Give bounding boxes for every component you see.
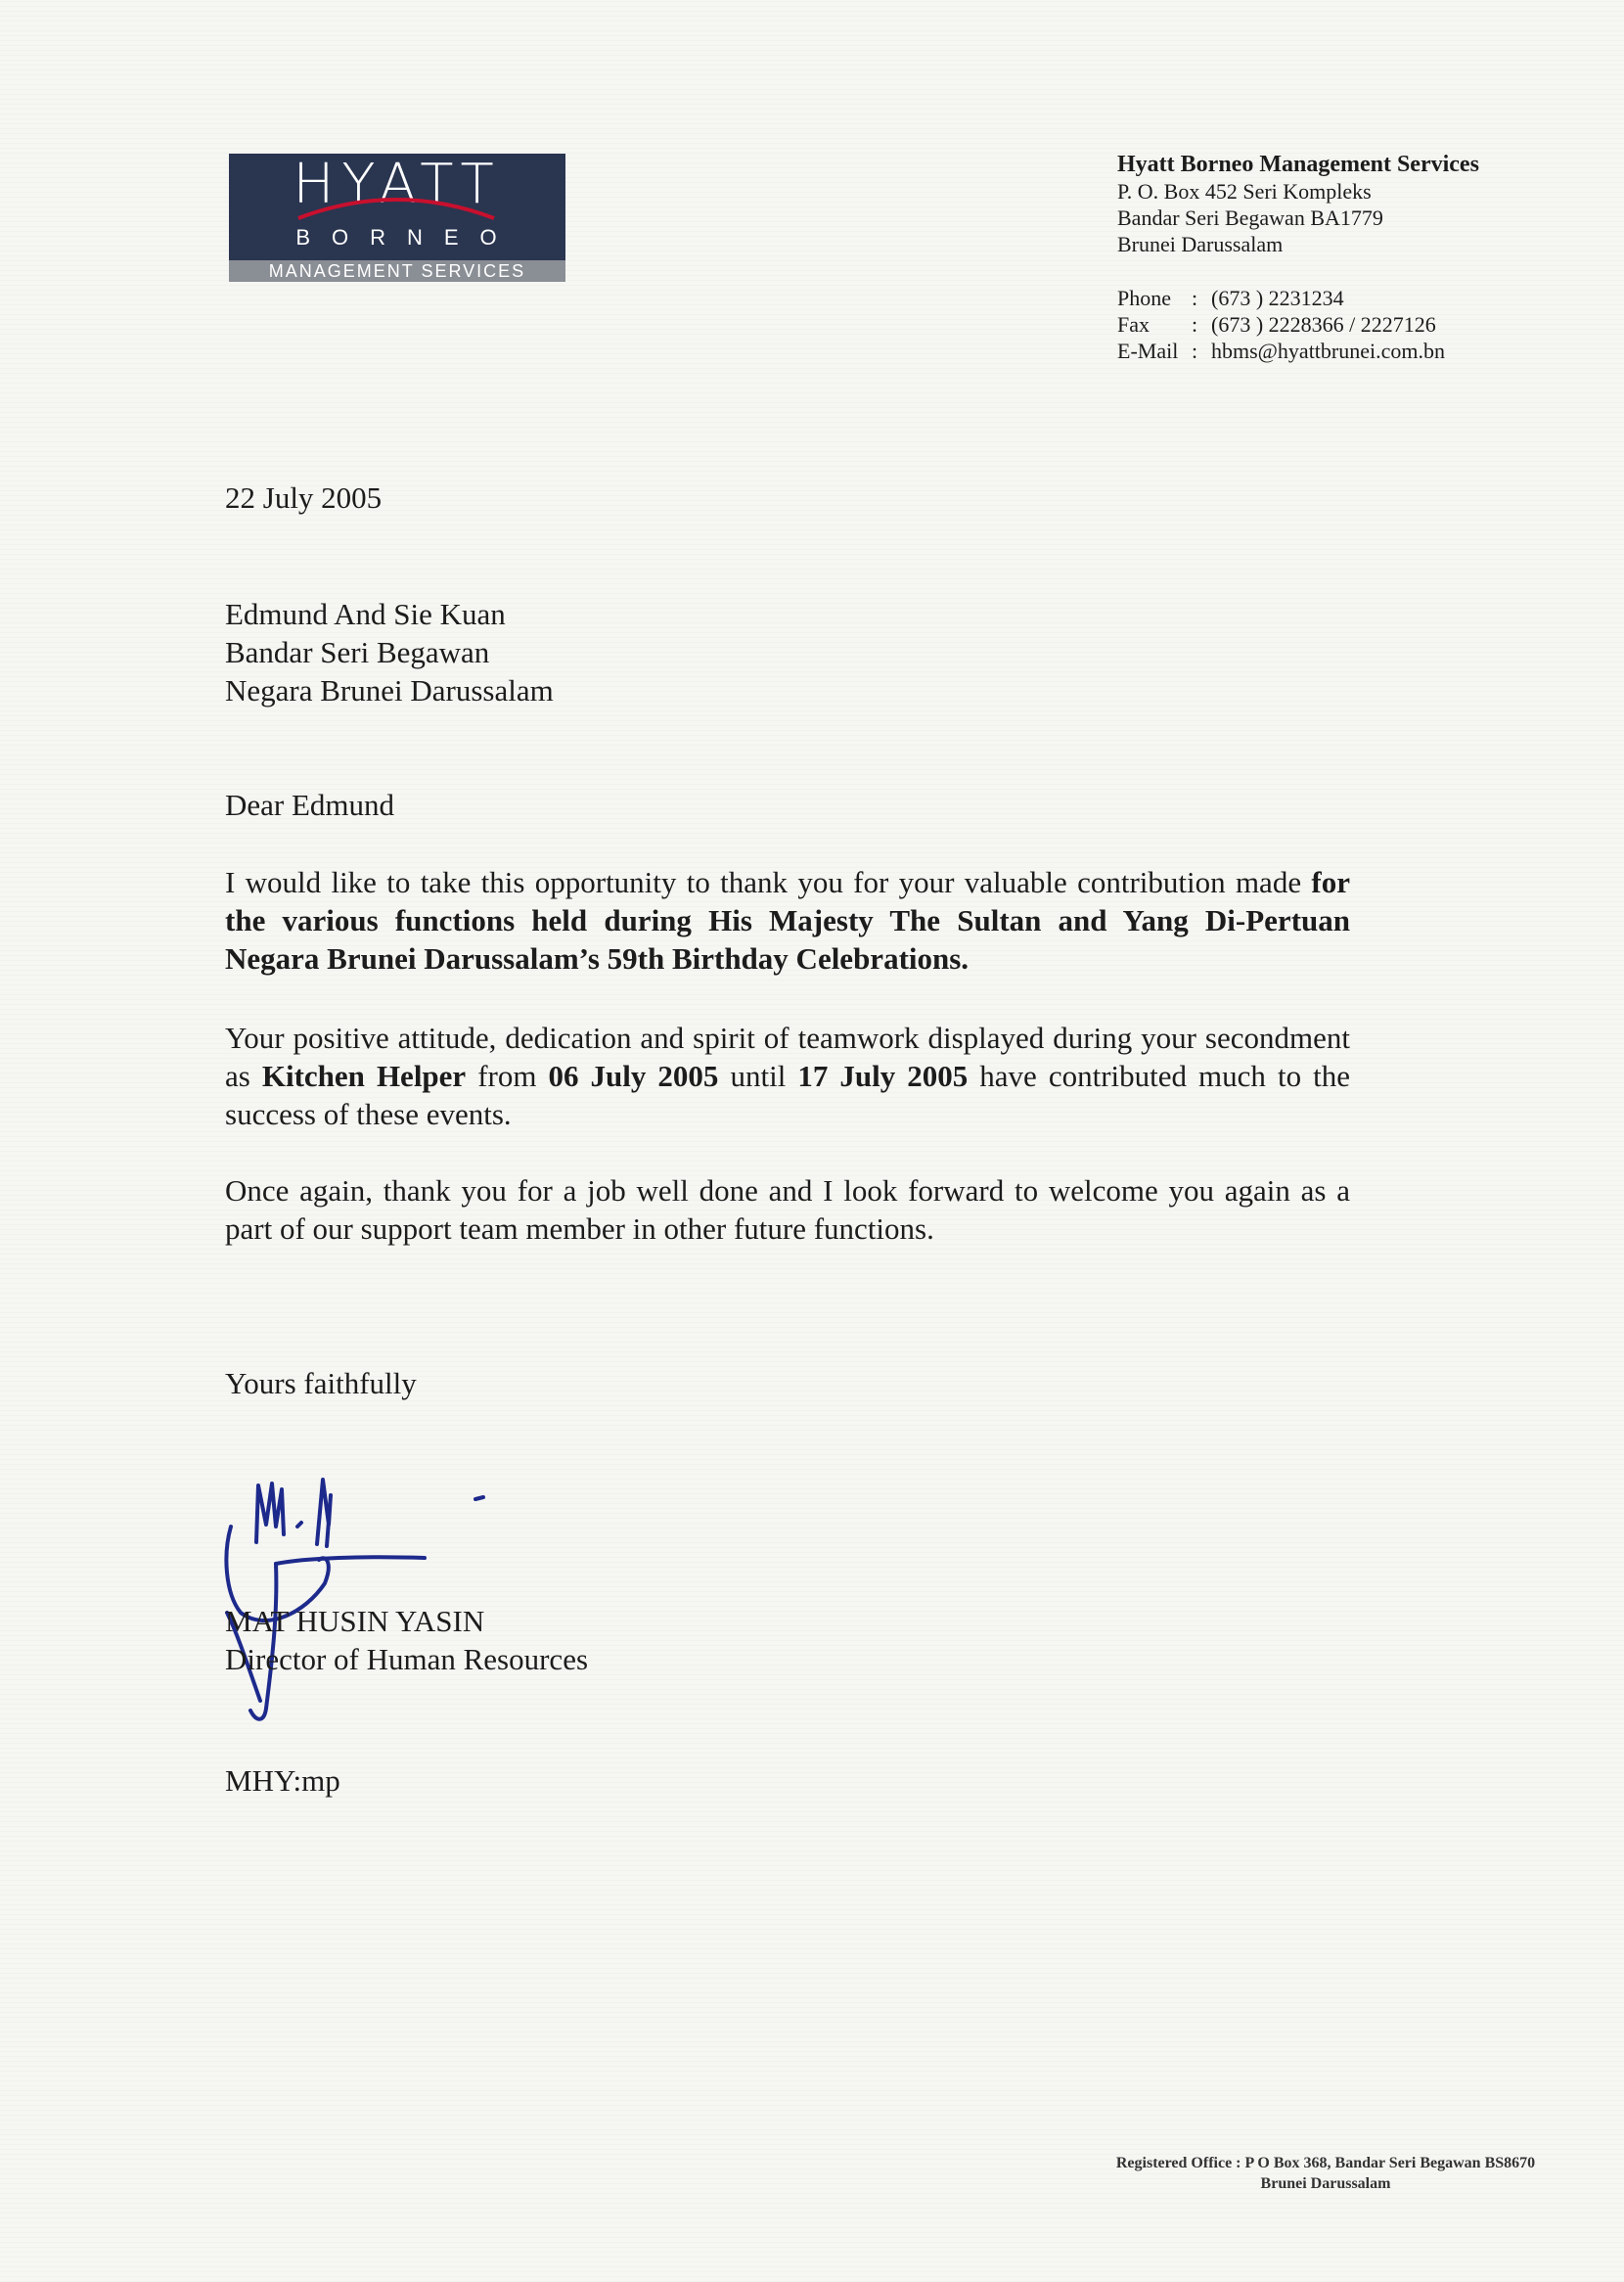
- company-name: Hyatt Borneo Management Services: [1117, 152, 1479, 177]
- end-date: 17 July 2005: [797, 1059, 969, 1093]
- contact-block: [1117, 285, 1445, 364]
- company-address-line: Brunei Darussalam: [1117, 232, 1284, 256]
- signer-name: MAT HUSIN YASIN: [225, 1604, 485, 1638]
- phone-label: Phone: [1117, 286, 1171, 310]
- company-address-line: P. O. Box 452 Seri Kompleks: [1117, 179, 1372, 204]
- email-value: hbms@hyattbrunei.com.bn: [1211, 339, 1446, 363]
- paragraph-text: from: [466, 1059, 549, 1093]
- paragraph-emphasis: for the various functions held during His Majesty The Sultan and Yang Di-Pertuan Negara Brunei Darussalam’s 59th Birthday Celebrations.: [225, 865, 1350, 976]
- registered-office-line: Registered Office : P O Box 368, Bandar Seri Begawan BS8670: [1115, 2155, 1536, 2171]
- logo-brand: HYATT: [293, 154, 502, 216]
- phone-row: [1117, 285, 1445, 311]
- fax-separator: :: [1192, 312, 1198, 337]
- fax-value: (673 ) 2228366 / 2227126: [1211, 312, 1436, 337]
- phone-value: (673 ) 2231234: [1211, 286, 1344, 310]
- paragraph-text: have contributed much to the success of these events.: [225, 1059, 1350, 1131]
- registered-office: [1076, 2153, 1575, 2194]
- complimentary-close: Yours faithfully: [225, 1366, 417, 1400]
- logo-sub: BORNEO: [295, 225, 519, 250]
- salutation: Dear Edmund: [225, 788, 395, 822]
- signer-block: [225, 1602, 588, 1678]
- paragraph-text: I would like to take this opportunity to thank you for your valuable contribution made: [225, 865, 1312, 899]
- role-title: Kitchen Helper: [261, 1059, 467, 1093]
- paragraph-closing: Once again, thank you for a job well done and I look forward to welcome you again as a part of our support team member in other future functions.: [225, 1173, 1350, 1246]
- registered-office-line: Brunei Darussalam: [1260, 2175, 1391, 2192]
- fax-label: Fax: [1117, 312, 1150, 337]
- paragraph-text: Your positive attitude, dedication and spirit of teamwork displayed during your secondment as: [225, 1021, 1350, 1093]
- company-block: [1117, 152, 1587, 257]
- phone-separator: :: [1192, 286, 1198, 310]
- logo-band: MANAGEMENT SERVICES: [229, 260, 565, 282]
- recipient-line: Edmund And Sie Kuan: [225, 597, 506, 631]
- hyatt-borneo-logo: [229, 154, 565, 282]
- recipient-line: Bandar Seri Begawan: [225, 635, 490, 669]
- paragraph-secondment: [225, 1019, 1350, 1133]
- start-date: 06 July 2005: [548, 1059, 719, 1093]
- signer-title: Director of Human Resources: [225, 1642, 589, 1676]
- fax-row: [1117, 311, 1445, 338]
- paragraph-thanks: [225, 863, 1350, 978]
- logo-arc-icon: [293, 187, 499, 226]
- recipient-line: Negara Brunei Darussalam: [225, 673, 554, 707]
- company-address-line: Bandar Seri Begawan BA1779: [1117, 205, 1383, 230]
- paragraph-text: until: [718, 1059, 798, 1093]
- email-label: E-Mail: [1117, 339, 1179, 363]
- email-separator: :: [1192, 339, 1198, 363]
- letter-date: 22 July 2005: [225, 480, 383, 515]
- reference-initials: MHY:mp: [225, 1763, 340, 1798]
- recipient-address: [225, 595, 554, 709]
- email-row: [1117, 338, 1445, 364]
